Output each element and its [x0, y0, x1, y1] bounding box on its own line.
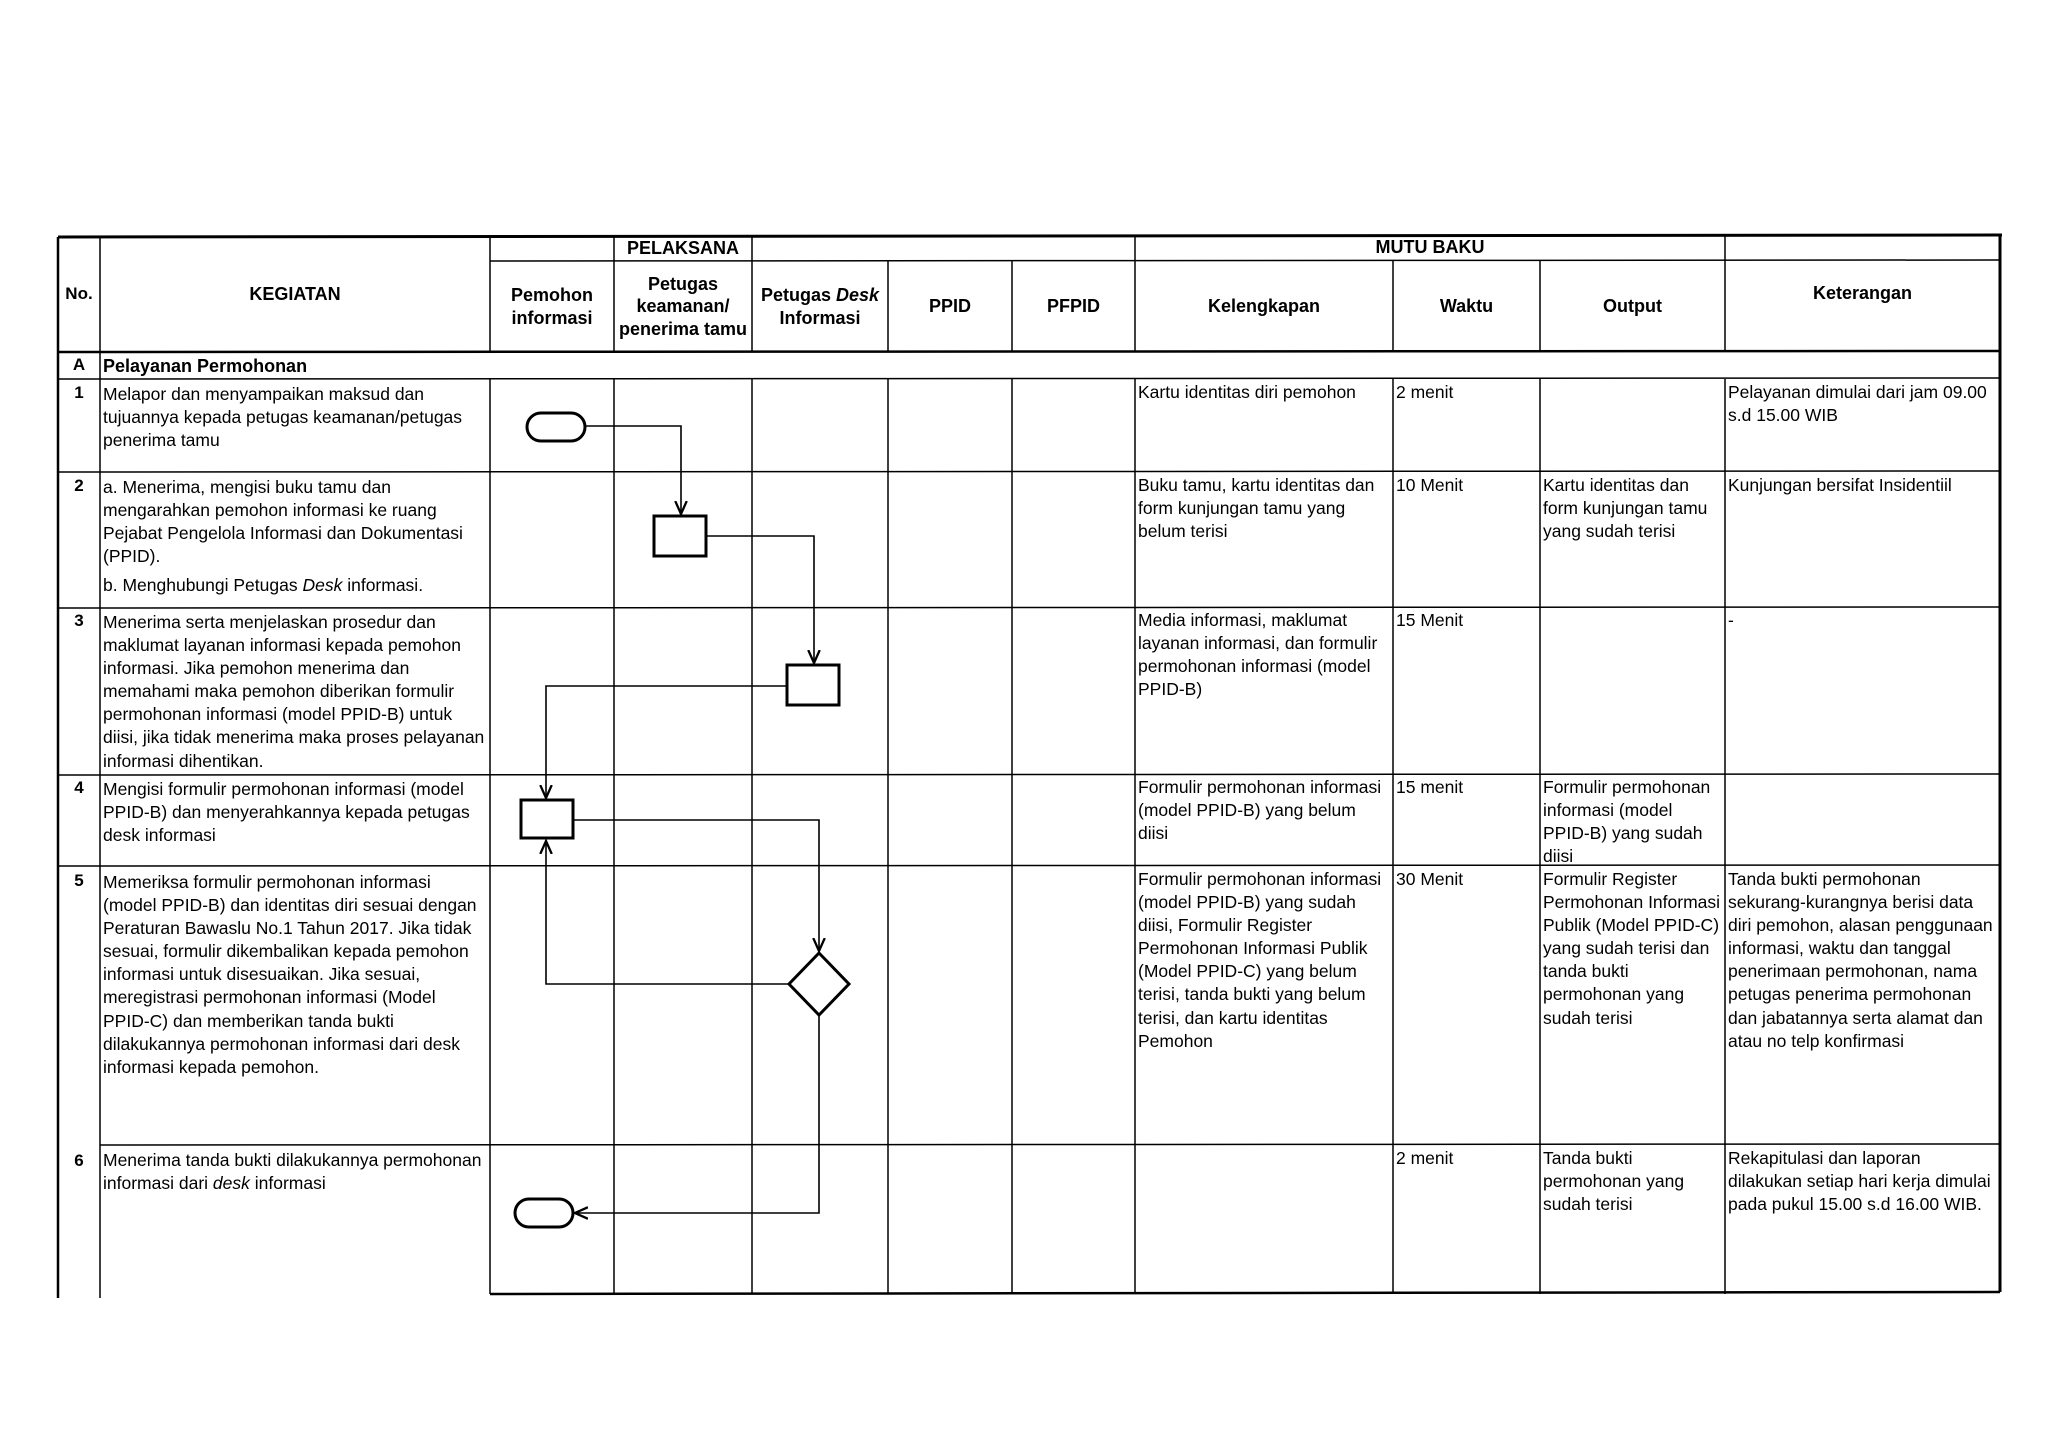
header-keterangan: Keterangan: [1812, 282, 1913, 303]
connector-5-6: [575, 1015, 819, 1213]
row-6-kelengkapan: [1135, 1146, 1393, 1148]
header-kegiatan: KEGIATAN: [249, 283, 341, 304]
header-output: Output: [1603, 295, 1662, 316]
end-terminator: [515, 1199, 573, 1227]
row-3-no: 3: [74, 611, 84, 630]
row-4-waktu: 15 menit: [1396, 777, 1464, 797]
row-2-keterangan: Kunjungan bersifat Insidentiil: [1728, 475, 1952, 495]
connector-2-3: [706, 536, 814, 663]
row-5-waktu: 30 Menit: [1396, 869, 1464, 889]
row-1-waktu: 2 menit: [1396, 382, 1454, 402]
row-4-kegiatan: Mengisi formulir permohonan informasi (model PPID-B) dan menyerahkannya kepada petugas desk informasi: [103, 779, 470, 846]
row-4-output: Formulir permohonan informasi (model PPID-B) yang sudah diisi: [1543, 777, 1711, 867]
decision-diamond: [789, 953, 849, 1015]
row-5-output: Formulir Register Permohonan Informasi Publik (Model PPID-C) yang sudah terisi dan tanda bukti permohonan yang sudah terisi: [1543, 869, 1721, 1028]
row-6-output: Tanda bukti permohonan yang sudah terisi: [1543, 1148, 1685, 1215]
row-3-kegiatan: Menerima serta menjelaskan prosedur dan maklumat layanan informasi kepada pemohon informasi. Jika pemohon menerima dan memahami maka pemohon diberikan formulir permohonan informasi (model PPID-B) untuk diisi, jika tidak menerima maka proses pelayanan informasi dihentikan.: [103, 612, 485, 771]
row-6-keterangan: Rekapitulasi dan laporan dilakukan setiap hari kerja dimulai pada pukul 15.00 s.d 16.00 WIB.: [1728, 1148, 1991, 1215]
process-box-step2: [654, 516, 706, 556]
start-terminator: [527, 413, 585, 441]
header-ppid: PPID: [928, 295, 971, 316]
row-4-kelengkapan: Formulir permohonan informasi (model PPID-B) yang belum diisi: [1138, 777, 1382, 844]
row-5-kelengkapan: Formulir permohonan informasi (model PPID-B) yang sudah diisi, Formulir Register Permohonan Informasi Publik (Model PPID-C) yang belum terisi, tanda bukti yang belum terisi, dan kartu identitas Pemohon: [1138, 869, 1382, 1051]
row-1-output: [1540, 380, 1725, 382]
row-1-no: 1: [74, 383, 84, 402]
row-3-waktu: 15 Menit: [1396, 610, 1464, 630]
header-petugas-desk: Petugas Desk Informasi: [760, 285, 880, 328]
row-2-kegiatan-a: a. Menerima, mengisi buku tamu dan mengarahkan pemohon informasi ke ruang Pejabat Pengelola Informasi dan Dokumentasi (PPID).: [103, 477, 463, 567]
row-3-kelengkapan: Media informasi, maklumat layanan informasi, dan formulir permohonan informasi (model PPID-B): [1138, 610, 1378, 700]
row-2-waktu: 10 Menit: [1396, 475, 1464, 495]
connector-4-5: [573, 820, 819, 951]
section-title: Pelayanan Permohonan: [103, 356, 308, 376]
header-pemohon-informasi: Pemohon informasi: [510, 285, 593, 328]
row-1-kelengkapan: Kartu identitas diri pemohon: [1138, 382, 1356, 402]
header-pelaksana: PELAKSANA: [626, 237, 739, 258]
row-6-waktu: 2 menit: [1396, 1148, 1454, 1168]
process-box-step3: [787, 665, 839, 705]
row-2-output: Kartu identitas dan form kunjungan tamu yang sudah terisi: [1543, 475, 1708, 542]
row-3-keterangan: -: [1728, 610, 1734, 630]
header-kelengkapan: Kelengkapan: [1207, 295, 1321, 316]
row-2-kegiatan: [100, 475, 490, 598]
row-4-no: 4: [74, 778, 84, 797]
connector-3-4: [546, 686, 787, 798]
section-letter: A: [72, 355, 86, 374]
row-3-output: [1540, 608, 1725, 610]
header-pfpid: PFPID: [1046, 295, 1100, 316]
row-4-keterangan: [1725, 775, 2000, 777]
row-2-kegiatan-b: b. Menghubungi Petugas Desk informasi.: [103, 575, 424, 596]
header-no: No.: [65, 284, 93, 304]
row-5-kegiatan: Memeriksa formulir permohonan informasi (model PPID-B) dan identitas diri sesuai dengan Peraturan Bawaslu No.1 Tahun 2017. Jika tidak sesuai, formulir dikembalikan kepada pemohon informasi untuk disesuaikan. Jika sesuai, meregistrasi permohonan informasi (Model PPID-C) dan memberikan tanda bukti dilakukannya permohonan informasi dari desk informasi kepada pemohon.: [103, 872, 477, 1077]
row-2-kelengkapan: Buku tamu, kartu identitas dan form kunjungan tamu yang belum terisi: [1138, 475, 1375, 542]
row-6-kegiatan: Menerima tanda bukti dilakukannya permohonan informasi dari desk informasi: [103, 1150, 482, 1194]
row-2-no: 2: [74, 476, 84, 495]
row-5-no: 5: [74, 871, 84, 890]
row-1-keterangan: Pelayanan dimulai dari jam 09.00 s.d 15.00 WIB: [1728, 382, 1987, 426]
header-waktu: Waktu: [1439, 295, 1494, 316]
row-5-keterangan: Tanda bukti permohonan sekurang-kurangnya berisi data diri pemohon, alasan penggunaan informasi, waktu dan tanggal penerimaan permohonan, nama petugas penerima permohonan dan jabatannya serta alamat dan atau no telp konfirmasi: [1728, 869, 1993, 1051]
header-petugas-keamanan: Petugas keamanan/ penerima tamu: [618, 273, 748, 339]
row-1-kegiatan: Melapor dan menyampaikan maksud dan tujuannya kepada petugas keamanan/petugas penerima tamu: [103, 384, 463, 451]
process-box-step4: [521, 800, 573, 838]
connector-1-2: [585, 426, 681, 514]
row-6-no: 6: [74, 1151, 84, 1170]
header-mutu-baku: MUTU BAKU: [1375, 236, 1485, 257]
